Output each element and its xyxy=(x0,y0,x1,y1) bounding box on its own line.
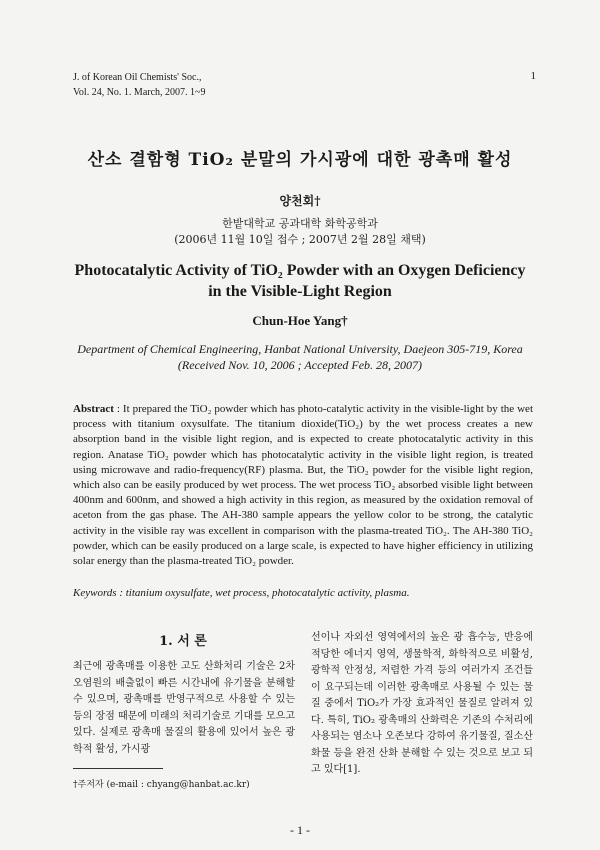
keywords: Keywords : titanium oxysulfate, wet process, photocatalytic activity, plasma. xyxy=(73,587,410,599)
abstract xyxy=(73,402,533,569)
journal-line-2: Vol. 24, No. 1. March, 2007. 1~9 xyxy=(73,87,206,98)
english-affiliation-line-1: Department of Chemical Engineering, Hanbat National University, Daejeon 305-719, Korea xyxy=(77,342,523,356)
korean-author: 양천회† xyxy=(279,194,321,208)
page-number-top: 1 xyxy=(530,70,536,82)
journal-citation xyxy=(73,70,205,100)
korean-affiliation: 한밭대학교 공과대학 화학공학과 xyxy=(222,217,378,230)
journal-line-1: J. of Korean Oil Chemists' Soc., xyxy=(73,72,202,83)
page-number-bottom: - 1 - xyxy=(290,823,310,837)
english-title-line-2: in the Visible-Light Region xyxy=(208,283,392,300)
english-received-dates: (Received Nov. 10, 2006 ; Accepted Feb. 28, 2007) xyxy=(177,358,423,372)
english-affiliation xyxy=(50,341,550,373)
section-heading: 1. 서 론 xyxy=(159,634,207,649)
footnote: †주저자 (e-mail : chyang@hanbat.ac.kr) xyxy=(73,780,250,790)
english-title xyxy=(40,260,560,302)
abstract-label: Abstract xyxy=(73,403,114,415)
body-right-column: 선이나 자외선 영역에서의 높은 광 흡수능, 반응에 적당한 에너지 영역, 생물학적, 화학적으로 비활성, 광학적 안정성, 저렴한 가격 등의 여러가지 조건들이 요구되는데 이러한 광촉매로 사용될 수 있는 물질 중에서 TiO₂가 가장 효과적인 물질로 알려져 있다. 특히, TiO₂ 광촉매의 산화력은 기존의 수처리에 사용되는 염소나 오존보다 강하여 유기물질, 질소산화물 등을 완전 산화 분해할 수 있는 것으로 보고 되고 있다[1]. xyxy=(311,632,533,775)
english-author: Chun-Hoe Yang† xyxy=(252,313,348,328)
footnote-rule xyxy=(73,768,163,769)
english-title-line-1: Photocatalytic Activity of TiO₂ Powder with an Oxygen Deficiency xyxy=(74,262,526,279)
korean-dates: (2006년 11월 10일 접수 ; 2007년 2월 28일 채택) xyxy=(174,233,426,246)
abstract-text: : It prepared the TiO₂ powder which has photo-catalytic activity in the visible-light by the wet process with titanium oxysulfate. The titanium dioxide(TiO₂) by the wet process creates a new absorption band in the visible light region, and is expected to create photocatalytic activity in this region. Anatase TiO₂ powder which has photocatalytic activity in the visible light region, is treated using microwave and radio-frequency(RF) plasma. But, the TiO₂ powder for the visible light region, which also can be easily produced by wet process. The wet process TiO₂ absorbed visible light between 400nm and 600nm, and showed a high activity in this region, as measured by the oxidation removal of aceton from the gas phase. The AH-380 sample appears the yellow color to be strong, the catalytic activity in the visible ray was excellent in comparison with the plasma-treated TiO₂. The AH-380 TiO₂ powder, which can be easily produced on a large scale, is expected to have higher efficiency in utilizing solar energy than the plasma-treated TiO₂ powder. xyxy=(73,403,533,568)
korean-title: 산소 결함형 TiO₂ 분말의 가시광에 대한 광촉매 활성 xyxy=(87,150,513,170)
body-left-column: 최근에 광촉매를 이용한 고도 산화처리 기술은 2차 오염원의 배출없이 빠른 시간내에 유기물을 분해할 수 있으며, 광촉매를 반영구적으로 사용할 수 있는 등의 장점 때문에 미래의 처리기술로 기대를 모으고 있다. 실제로 광촉매 물질의 활용에 있어서 높은 광학적 활성, 가시광 xyxy=(73,661,295,755)
